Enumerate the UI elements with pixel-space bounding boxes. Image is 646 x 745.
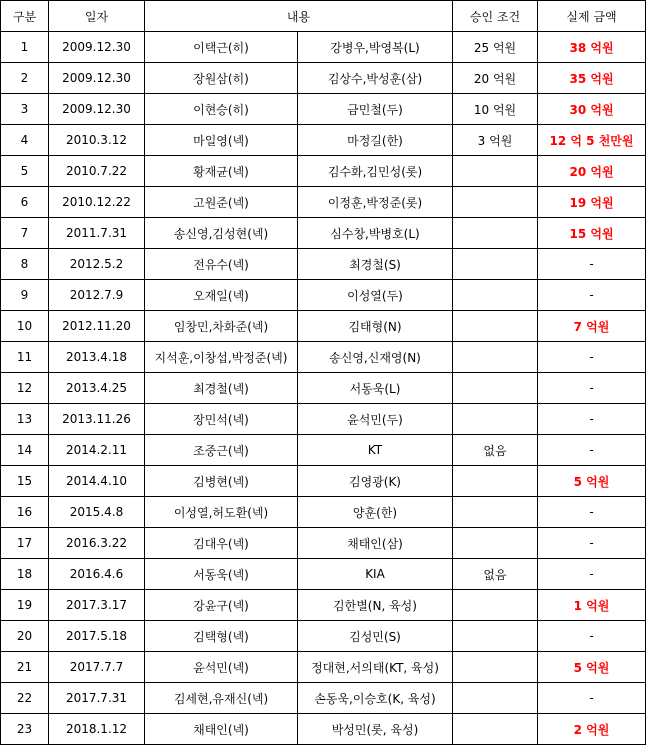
cell-condition — [453, 156, 538, 187]
cell-no: 4 — [1, 125, 49, 156]
cell-player-out: 마일영(넥) — [145, 125, 298, 156]
cell-player-in: 최경철(S) — [298, 249, 453, 280]
cell-no: 20 — [1, 621, 49, 652]
cell-no: 17 — [1, 528, 49, 559]
cell-player-in: 윤석민(두) — [298, 404, 453, 435]
table-row — [1, 497, 646, 528]
cell-player-in: KIA — [298, 559, 453, 590]
cell-no: 11 — [1, 342, 49, 373]
table-header — [1, 1, 646, 32]
cell-condition — [453, 714, 538, 745]
table-row — [1, 311, 646, 342]
cell-date: 2017.5.18 — [49, 621, 145, 652]
cell-actual-amount: 30 억원 — [538, 94, 646, 125]
cell-no: 8 — [1, 249, 49, 280]
table-row — [1, 683, 646, 714]
cell-player-out: 장민석(넥) — [145, 404, 298, 435]
header-date: 일자 — [49, 1, 145, 32]
table-row — [1, 559, 646, 590]
cell-no: 12 — [1, 373, 49, 404]
cell-player-out: 송신영,김성현(넥) — [145, 218, 298, 249]
cell-condition — [453, 497, 538, 528]
cell-player-in: 심수창,박병호(L) — [298, 218, 453, 249]
cell-condition — [453, 311, 538, 342]
cell-no: 22 — [1, 683, 49, 714]
cell-no: 15 — [1, 466, 49, 497]
cell-date: 2017.7.31 — [49, 683, 145, 714]
table-row — [1, 404, 646, 435]
cell-condition — [453, 621, 538, 652]
cell-no: 18 — [1, 559, 49, 590]
cell-player-in: 이성열(두) — [298, 280, 453, 311]
cell-actual-amount: 15 억원 — [538, 218, 646, 249]
cell-condition: 25 억원 — [453, 32, 538, 63]
cell-condition: 3 억원 — [453, 125, 538, 156]
cell-condition: 20 억원 — [453, 63, 538, 94]
cell-condition — [453, 466, 538, 497]
cell-actual-amount: 1 억원 — [538, 590, 646, 621]
cell-player-in: 김한별(N, 육성) — [298, 590, 453, 621]
cell-actual-amount: 5 억원 — [538, 652, 646, 683]
cell-date: 2016.4.6 — [49, 559, 145, 590]
cell-player-in: 김영광(K) — [298, 466, 453, 497]
cell-player-in: 채태인(삼) — [298, 528, 453, 559]
header-no: 구분 — [1, 1, 49, 32]
cell-player-in: 김태형(N) — [298, 311, 453, 342]
cell-no: 13 — [1, 404, 49, 435]
cell-condition: 없음 — [453, 559, 538, 590]
cell-no: 19 — [1, 590, 49, 621]
cell-no: 14 — [1, 435, 49, 466]
table-row — [1, 714, 646, 745]
cell-condition — [453, 590, 538, 621]
cell-actual-amount: - — [538, 559, 646, 590]
cell-no: 2 — [1, 63, 49, 94]
cell-condition — [453, 404, 538, 435]
cell-actual-amount: - — [538, 497, 646, 528]
cell-actual-amount: - — [538, 249, 646, 280]
cell-player-out: 최경철(넥) — [145, 373, 298, 404]
cell-actual-amount: - — [538, 342, 646, 373]
cell-date: 2014.4.10 — [49, 466, 145, 497]
cell-player-out: 이성열,허도환(넥) — [145, 497, 298, 528]
table-row — [1, 249, 646, 280]
cell-player-out: 윤석민(넥) — [145, 652, 298, 683]
cell-player-out: 고원준(넥) — [145, 187, 298, 218]
table-row — [1, 466, 646, 497]
cell-actual-amount: 7 억원 — [538, 311, 646, 342]
cell-date: 2010.7.22 — [49, 156, 145, 187]
cell-condition — [453, 528, 538, 559]
cell-player-in: 손동욱,이승호(K, 육성) — [298, 683, 453, 714]
cell-condition — [453, 342, 538, 373]
cell-condition: 10 억원 — [453, 94, 538, 125]
cell-actual-amount: 2 억원 — [538, 714, 646, 745]
header-row — [1, 1, 646, 32]
table-row — [1, 218, 646, 249]
table-row — [1, 187, 646, 218]
table-row — [1, 94, 646, 125]
table-row — [1, 156, 646, 187]
table-row — [1, 32, 646, 63]
cell-player-in: 이정훈,박정준(롯) — [298, 187, 453, 218]
cell-player-out: 서동욱(넥) — [145, 559, 298, 590]
cell-actual-amount: 38 억원 — [538, 32, 646, 63]
cell-condition — [453, 280, 538, 311]
cell-actual-amount: - — [538, 435, 646, 466]
cell-player-out: 채태인(넥) — [145, 714, 298, 745]
table-row — [1, 342, 646, 373]
header-content: 내용 — [145, 1, 453, 32]
cell-date: 2009.12.30 — [49, 32, 145, 63]
cell-condition — [453, 218, 538, 249]
cell-no: 10 — [1, 311, 49, 342]
cell-actual-amount: 19 억원 — [538, 187, 646, 218]
cell-player-in: 김성민(S) — [298, 621, 453, 652]
cell-player-out: 강윤구(넥) — [145, 590, 298, 621]
cell-player-out: 김택형(넥) — [145, 621, 298, 652]
table-row — [1, 63, 646, 94]
cell-no: 1 — [1, 32, 49, 63]
cell-player-in: 금민철(두) — [298, 94, 453, 125]
cell-player-in: 송신영,신재영(N) — [298, 342, 453, 373]
table-row — [1, 652, 646, 683]
cell-no: 7 — [1, 218, 49, 249]
cell-condition — [453, 683, 538, 714]
cell-no: 5 — [1, 156, 49, 187]
cell-actual-amount: 12 억 5 천만원 — [538, 125, 646, 156]
cell-condition — [453, 249, 538, 280]
cell-date: 2013.4.25 — [49, 373, 145, 404]
cell-no: 9 — [1, 280, 49, 311]
cell-player-out: 전유수(넥) — [145, 249, 298, 280]
cell-actual-amount: - — [538, 373, 646, 404]
cell-date: 2018.1.12 — [49, 714, 145, 745]
cell-player-out: 임창민,차화준(넥) — [145, 311, 298, 342]
cell-player-in: 정대현,서의태(KT, 육성) — [298, 652, 453, 683]
cell-date: 2013.11.26 — [49, 404, 145, 435]
cell-player-in: 서동욱(L) — [298, 373, 453, 404]
table-row — [1, 125, 646, 156]
table-row — [1, 435, 646, 466]
cell-date: 2017.7.7 — [49, 652, 145, 683]
cell-no: 16 — [1, 497, 49, 528]
cell-player-out: 오재일(넥) — [145, 280, 298, 311]
cell-actual-amount: 5 억원 — [538, 466, 646, 497]
table-row — [1, 621, 646, 652]
header-actual: 실제 금액 — [538, 1, 646, 32]
header-condition: 승인 조건 — [453, 1, 538, 32]
table-row — [1, 373, 646, 404]
cell-actual-amount: 20 억원 — [538, 156, 646, 187]
cell-condition — [453, 652, 538, 683]
cell-player-out: 조중근(넥) — [145, 435, 298, 466]
cell-player-out: 이택근(히) — [145, 32, 298, 63]
cell-player-in: 박성민(롯, 육성) — [298, 714, 453, 745]
cell-condition: 없음 — [453, 435, 538, 466]
cell-no: 6 — [1, 187, 49, 218]
cell-date: 2013.4.18 — [49, 342, 145, 373]
table-row — [1, 590, 646, 621]
cell-no: 3 — [1, 94, 49, 125]
cell-player-out: 김병현(넥) — [145, 466, 298, 497]
cell-date: 2016.3.22 — [49, 528, 145, 559]
cell-date: 2011.7.31 — [49, 218, 145, 249]
cell-actual-amount: - — [538, 683, 646, 714]
cell-player-out: 장원삼(히) — [145, 63, 298, 94]
cell-player-out: 이현승(히) — [145, 94, 298, 125]
cell-no: 21 — [1, 652, 49, 683]
cell-actual-amount: - — [538, 621, 646, 652]
cell-no: 23 — [1, 714, 49, 745]
table-row — [1, 528, 646, 559]
cell-actual-amount: 35 억원 — [538, 63, 646, 94]
cell-player-in: KT — [298, 435, 453, 466]
cell-date: 2010.12.22 — [49, 187, 145, 218]
cell-date: 2017.3.17 — [49, 590, 145, 621]
cell-player-out: 황재균(넥) — [145, 156, 298, 187]
cell-actual-amount: - — [538, 404, 646, 435]
cell-date: 2009.12.30 — [49, 63, 145, 94]
cell-date: 2010.3.12 — [49, 125, 145, 156]
cell-player-in: 김수화,김민성(롯) — [298, 156, 453, 187]
cell-condition — [453, 187, 538, 218]
cell-date: 2009.12.30 — [49, 94, 145, 125]
cell-actual-amount: - — [538, 280, 646, 311]
table-row — [1, 280, 646, 311]
cell-player-out: 지석훈,이창섭,박정준(넥) — [145, 342, 298, 373]
cell-date: 2012.11.20 — [49, 311, 145, 342]
cell-player-out: 김세현,유재신(넥) — [145, 683, 298, 714]
cell-date: 2012.7.9 — [49, 280, 145, 311]
cell-player-out: 김대우(넥) — [145, 528, 298, 559]
table-body — [1, 32, 646, 745]
cell-player-in: 강병우,박영복(L) — [298, 32, 453, 63]
cell-player-in: 김상수,박성훈(삼) — [298, 63, 453, 94]
cell-player-in: 양훈(한) — [298, 497, 453, 528]
cell-date: 2015.4.8 — [49, 497, 145, 528]
cell-condition — [453, 373, 538, 404]
cell-date: 2012.5.2 — [49, 249, 145, 280]
cell-date: 2014.2.11 — [49, 435, 145, 466]
cell-actual-amount: - — [538, 528, 646, 559]
cell-player-in: 마정길(한) — [298, 125, 453, 156]
